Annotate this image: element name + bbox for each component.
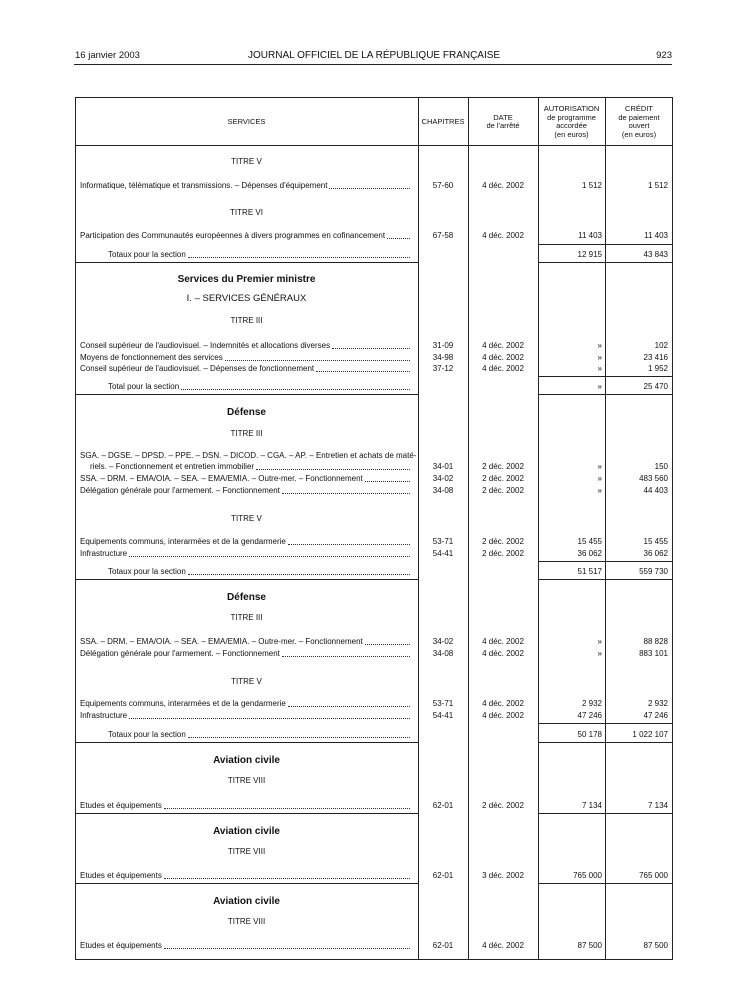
section-rule — [538, 262, 673, 263]
row-label: Infrastructure — [80, 710, 412, 721]
row-credit: 1 952 — [647, 364, 668, 373]
row-chapitre: 34-02 — [432, 474, 454, 483]
col-header-services: SERVICES — [227, 116, 266, 126]
row-date: 4 déc. 2002 — [482, 699, 524, 708]
row-credit: 36 062 — [643, 549, 668, 558]
row-credit: 88 828 — [643, 637, 668, 646]
row-date: 2 déc. 2002 — [482, 537, 524, 546]
row-chapitre: 62-01 — [432, 941, 454, 950]
row-label: Informatique, télématique et transmissions. – Dépenses d'équipement — [80, 180, 412, 191]
row-autorisation: » — [597, 486, 602, 495]
col-divider — [538, 97, 539, 960]
section-rule — [538, 579, 673, 580]
row-credit: 1 512 — [647, 181, 668, 190]
row-chapitre: 34-08 — [432, 649, 454, 658]
row-date: 4 déc. 2002 — [482, 341, 524, 350]
col-divider — [468, 97, 469, 960]
row-label: Conseil supérieur de l'audiovisuel. – Dépenses de fonctionnement — [80, 363, 412, 374]
row-credit: 11 403 — [644, 231, 668, 240]
row-credit: 2 932 — [647, 699, 668, 708]
total-rule — [538, 561, 673, 562]
row-autorisation: » — [597, 364, 602, 373]
total-rule — [538, 244, 673, 245]
header-divider — [75, 145, 673, 146]
section-rule — [75, 262, 418, 263]
section-rule — [538, 394, 673, 395]
row-autorisation: 11 403 — [578, 231, 602, 240]
row-date: 4 déc. 2002 — [482, 181, 524, 190]
section-rule — [538, 742, 673, 743]
row-chapitre: 57-60 — [432, 181, 454, 190]
total-autorisation: 12 915 — [577, 250, 602, 259]
row-chapitre: 62-01 — [432, 801, 454, 810]
row-autorisation: » — [597, 462, 602, 471]
row-label-line1: SGA. – DGSE. – DPSD. – PPE. – DSN. – DICOD. – CGA. – AP. – Entretien et achats de maté- — [80, 451, 417, 460]
total-label: Total pour la section — [108, 381, 412, 392]
col-divider — [418, 97, 419, 960]
row-autorisation: 7 134 — [581, 801, 602, 810]
titre-heading: TITRE V — [231, 514, 262, 523]
section-subtitle: I. – SERVICES GÉNÉRAUX — [186, 293, 307, 304]
row-date: 4 déc. 2002 — [482, 364, 524, 373]
titre-heading: TITRE VIII — [227, 776, 266, 785]
row-label: Délégation générale pour l'armement. – Fonctionnement — [80, 648, 412, 659]
section-rule — [538, 883, 673, 884]
row-chapitre: 53-71 — [432, 537, 454, 546]
col-divider — [605, 97, 606, 960]
section-title: Défense — [227, 407, 266, 418]
row-label: Equipements communs, interarmées et de la gendarmerie — [80, 698, 412, 709]
section-rule — [75, 813, 418, 814]
row-chapitre: 53-71 — [432, 699, 454, 708]
row-chapitre: 34-98 — [432, 353, 454, 362]
row-label: Etudes et équipements — [80, 800, 412, 811]
page-number: 923 — [656, 50, 672, 61]
row-chapitre: 31-09 — [432, 341, 454, 350]
col-header-autorisation: AUTORISATION de programme accordée (en euros) — [543, 104, 600, 139]
total-autorisation: 51 517 — [577, 567, 602, 576]
row-chapitre: 54-41 — [432, 549, 454, 558]
row-credit: 483 560 — [639, 474, 668, 483]
row-autorisation: » — [597, 474, 602, 483]
section-title: Défense — [227, 592, 266, 603]
row-label: Etudes et équipements — [80, 870, 412, 881]
row-date: 2 déc. 2002 — [482, 486, 524, 495]
titre-heading: TITRE VIII — [227, 847, 266, 856]
row-chapitre: 34-02 — [432, 637, 454, 646]
row-credit: 23 416 — [643, 353, 668, 362]
row-date: 4 déc. 2002 — [482, 711, 524, 720]
section-rule — [538, 813, 673, 814]
total-rule — [538, 723, 673, 724]
row-label: SSA. – DRM. – EMA/OIA. – SEA. – EMA/EMIA. – Outre-mer. – Fonctionnement — [80, 473, 412, 484]
row-credit: 44 403 — [643, 486, 668, 495]
row-credit: 883 101 — [639, 649, 668, 658]
titre-heading: TITRE III — [230, 429, 263, 438]
row-chapitre: 67-58 — [432, 231, 454, 240]
titre-heading: TITRE V — [231, 677, 262, 686]
row-credit: 150 — [654, 462, 668, 471]
row-autorisation: 15 455 — [577, 537, 602, 546]
header-date: 16 janvier 2003 — [75, 50, 140, 61]
row-autorisation: » — [597, 341, 602, 350]
total-label: Totaux pour la section — [108, 566, 412, 577]
row-date: 2 déc. 2002 — [482, 462, 524, 471]
row-date: 2 déc. 2002 — [482, 549, 524, 558]
row-date: 2 déc. 2002 — [482, 801, 524, 810]
section-title: Aviation civile — [213, 896, 280, 907]
section-rule — [75, 579, 418, 580]
row-chapitre: 34-08 — [432, 486, 454, 495]
total-autorisation: 50 178 — [577, 730, 602, 739]
section-rule — [75, 394, 418, 395]
row-label: riels. – Fonctionnement et entretien immobilier — [90, 461, 412, 472]
section-rule — [75, 883, 418, 884]
row-label: Conseil supérieur de l'audiovisuel. – Indemnités et allocations diverses — [80, 340, 412, 351]
row-credit: 47 246 — [643, 711, 668, 720]
col-header-credit: CRÉDIT de paiement ouvert (en euros) — [618, 104, 660, 139]
total-label: Totaux pour la section — [108, 249, 412, 260]
row-credit: 87 500 — [643, 941, 668, 950]
titre-heading: TITRE V — [231, 157, 262, 166]
row-label: Moyens de fonctionnement des services — [80, 352, 412, 363]
section-title: Aviation civile — [213, 826, 280, 837]
total-credit: 1 022 107 — [632, 730, 668, 739]
total-label: Totaux pour la section — [108, 729, 412, 740]
row-chapitre: 62-01 — [432, 871, 454, 880]
journal-title: JOURNAL OFFICIEL DE LA RÉPUBLIQUE FRANÇAISE — [248, 50, 501, 61]
col-header-chapitres: CHAPITRES — [421, 116, 465, 126]
row-label: Infrastructure — [80, 548, 412, 559]
row-date: 4 déc. 2002 — [482, 649, 524, 658]
total-autorisation: » — [597, 382, 602, 391]
row-autorisation: 87 500 — [577, 941, 602, 950]
col-header-date: DATE de l'arrêté — [486, 112, 520, 130]
section-title: Aviation civile — [213, 755, 280, 766]
row-credit: 765 000 — [639, 871, 668, 880]
row-date: 3 déc. 2002 — [482, 871, 524, 880]
row-label: Equipements communs, interarmées et de la gendarmerie — [80, 536, 412, 547]
row-date: 4 déc. 2002 — [482, 941, 524, 950]
row-autorisation: 1 512 — [581, 181, 602, 190]
row-credit: 7 134 — [647, 801, 668, 810]
row-chapitre: 37-12 — [432, 364, 454, 373]
row-label: Etudes et équipements — [80, 940, 412, 951]
row-label: Délégation générale pour l'armement. – Fonctionnement — [80, 485, 412, 496]
row-autorisation: 47 246 — [577, 711, 602, 720]
total-credit: 43 843 — [643, 250, 668, 259]
titre-heading: TITRE VIII — [227, 917, 266, 926]
total-credit: 25 470 — [643, 382, 668, 391]
row-autorisation: » — [597, 637, 602, 646]
row-date: 4 déc. 2002 — [482, 353, 524, 362]
row-autorisation: » — [597, 353, 602, 362]
row-autorisation: 765 000 — [573, 871, 602, 880]
row-label: SSA. – DRM. – EMA/OIA. – SEA. – EMA/EMIA. – Outre-mer. – Fonctionnement — [80, 636, 412, 647]
total-rule — [538, 376, 673, 377]
section-rule — [75, 742, 418, 743]
row-date: 4 déc. 2002 — [482, 231, 524, 240]
row-autorisation: 2 932 — [581, 699, 602, 708]
row-credit: 15 455 — [643, 537, 668, 546]
section-title: Services du Premier ministre — [177, 274, 316, 285]
row-credit: 102 — [654, 341, 668, 350]
row-date: 2 déc. 2002 — [482, 474, 524, 483]
row-chapitre: 54-41 — [432, 711, 454, 720]
row-label: Participation des Communautés européennes à divers programmes en cofinancement — [80, 230, 412, 241]
row-autorisation: 36 062 — [577, 549, 602, 558]
total-credit: 559 730 — [639, 567, 668, 576]
titre-heading: TITRE III — [230, 613, 263, 622]
row-autorisation: » — [597, 649, 602, 658]
row-date: 4 déc. 2002 — [482, 637, 524, 646]
row-chapitre: 34-01 — [432, 462, 454, 471]
titre-heading: TITRE VI — [230, 208, 263, 217]
titre-heading: TITRE III — [230, 316, 263, 325]
header-rule — [74, 64, 672, 65]
